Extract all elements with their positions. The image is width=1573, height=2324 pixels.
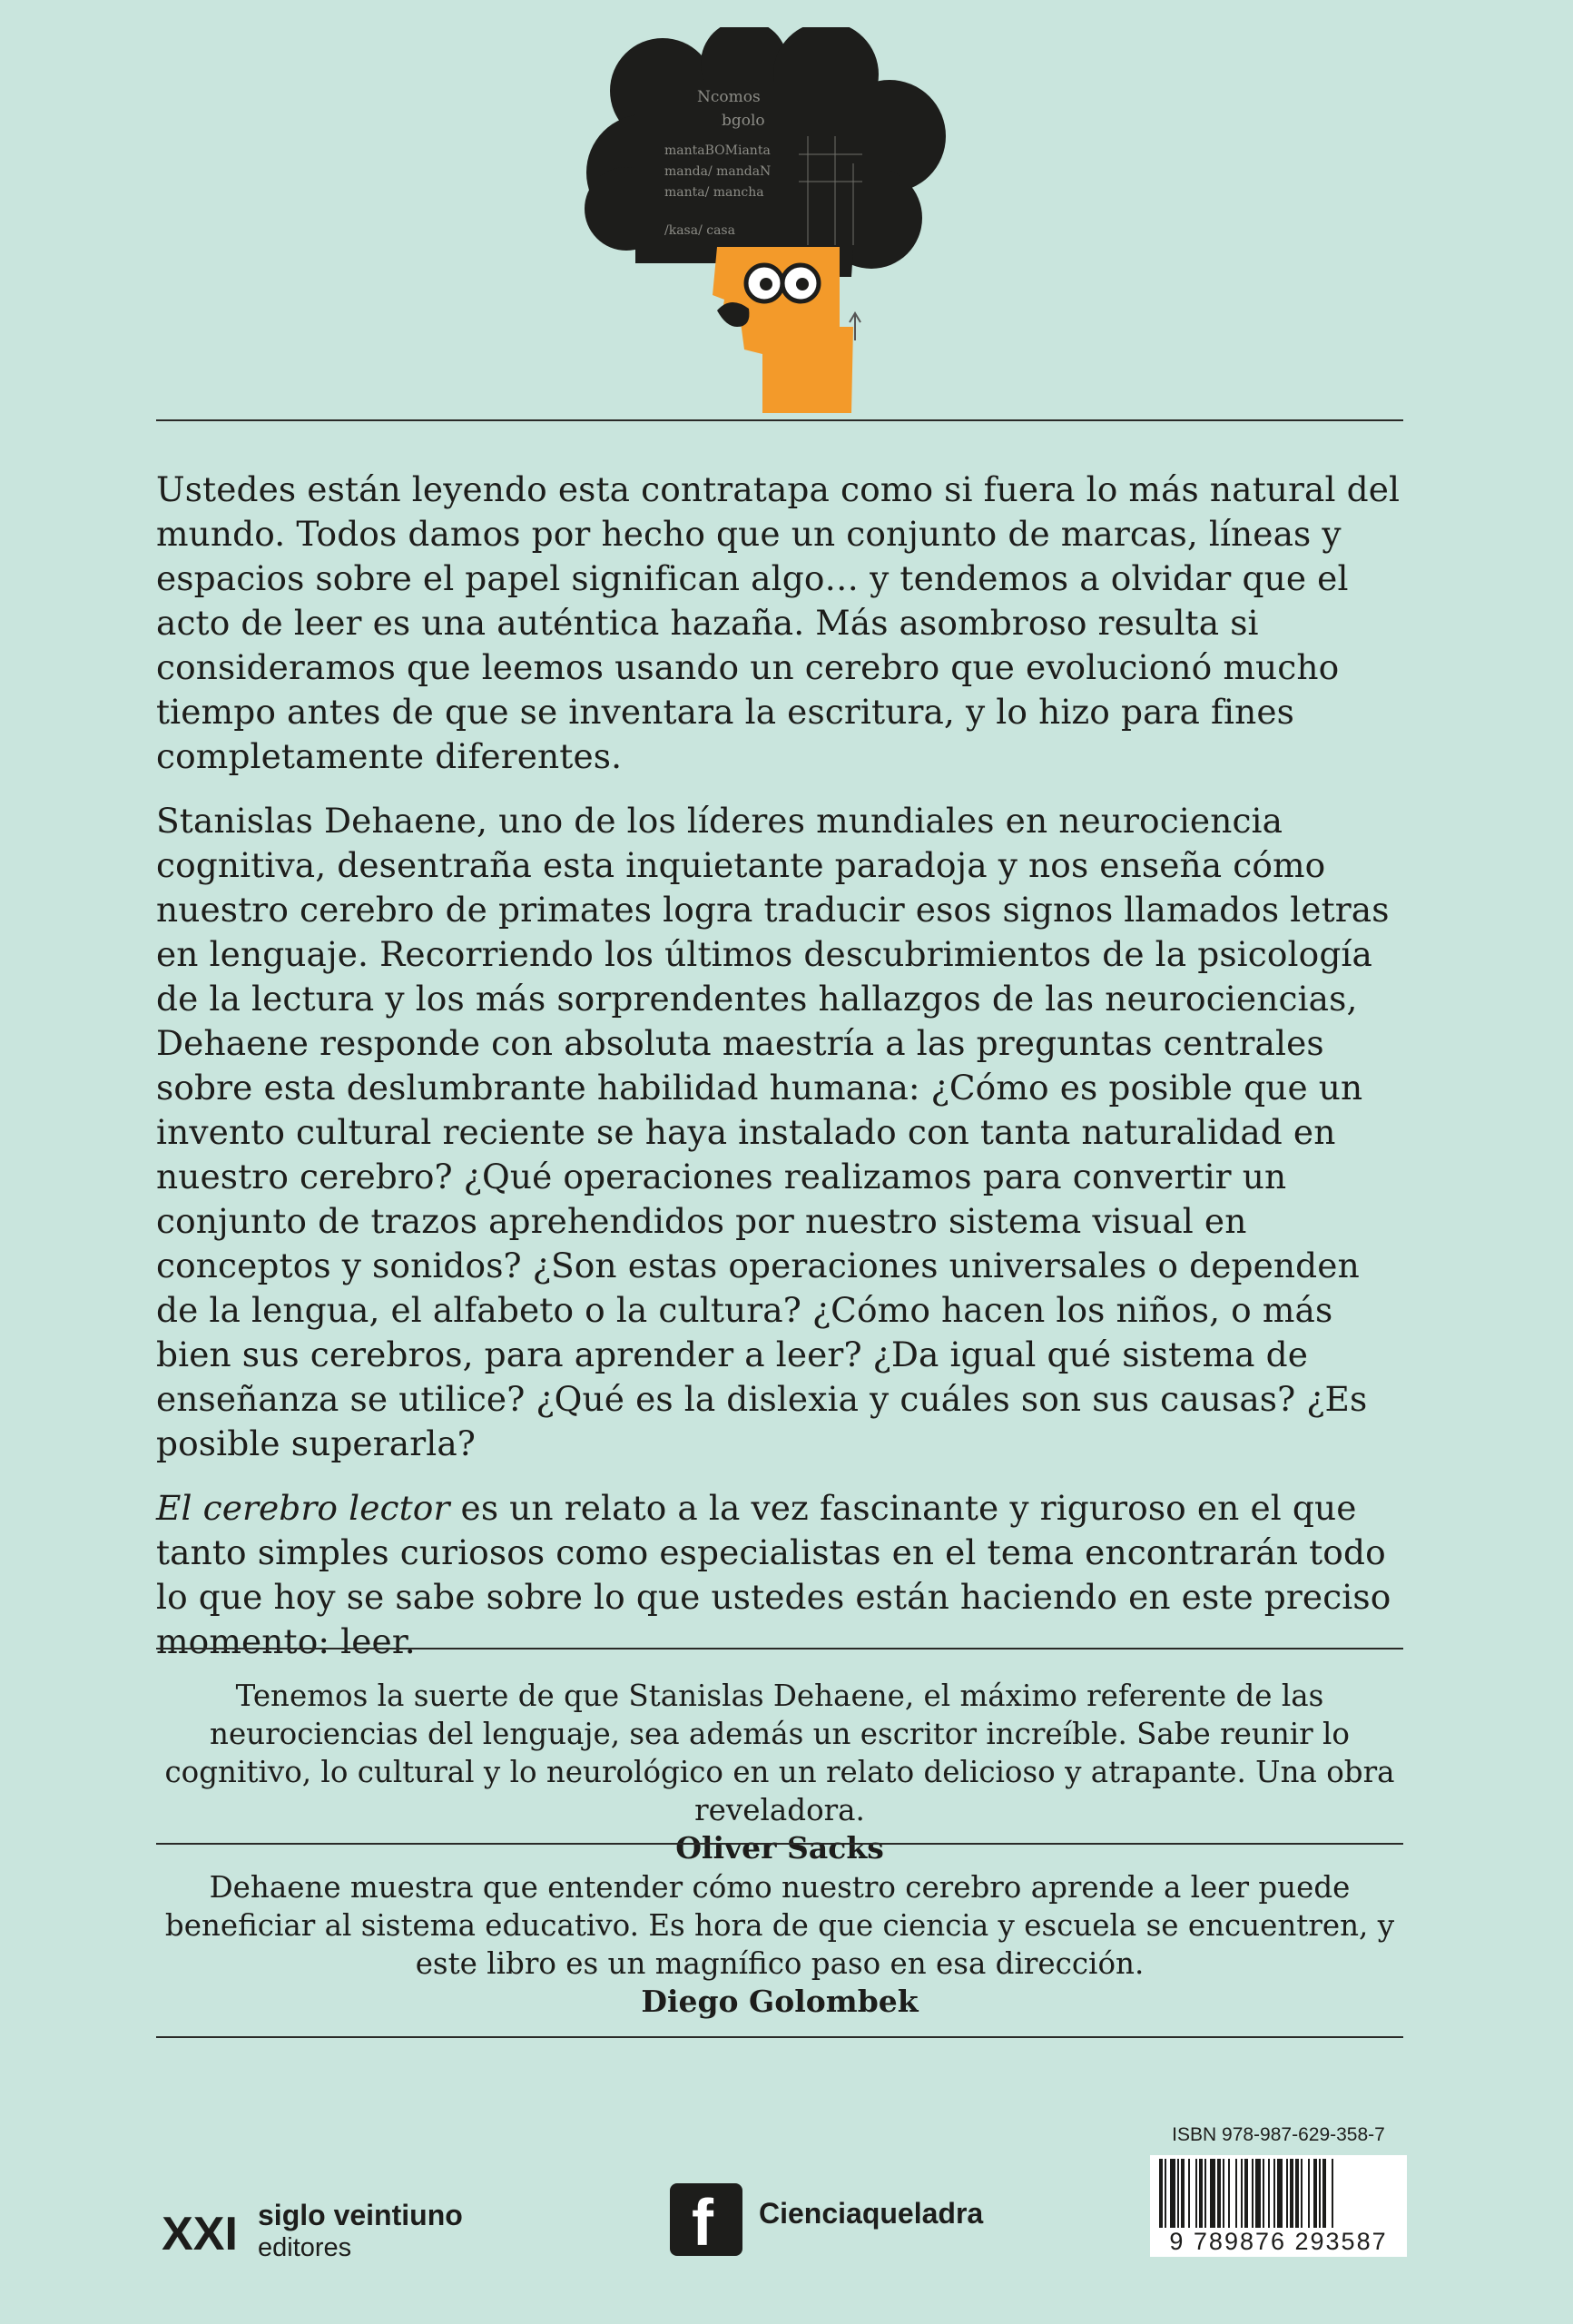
barcode-bar [1241, 2159, 1243, 2228]
barcode-bar [1210, 2159, 1215, 2228]
hair-word: manda/ mandaN [664, 164, 772, 179]
barcode-bar [1263, 2159, 1264, 2228]
cover-illustration [563, 27, 980, 427]
collection-name: Cienciaqueladra [759, 2197, 984, 2230]
back-cover-blurb [156, 468, 1409, 1684]
facebook-icon: f [670, 2183, 742, 2256]
hair-word: /kasa/ casa [664, 223, 735, 238]
barcode-bar [1199, 2159, 1203, 2228]
barcode-bar [1188, 2159, 1190, 2228]
barcode-bar [1159, 2159, 1163, 2228]
barcode-digits: 9 789876 293587 [1150, 2228, 1407, 2256]
barcode-bar [1177, 2159, 1179, 2228]
book-title: El cerebro lector [156, 1488, 450, 1528]
barcode-bar [1308, 2159, 1310, 2228]
divider-quotes-middle [156, 1843, 1403, 1845]
quote-block [156, 1868, 1403, 2021]
quote-text: Tenemos la suerte de que Stanislas Dehaene, el máximo referente de las neurociencias del lenguaje, sea además un escritor increíble. Sabe reunir lo cognitivo, lo cultural y lo neurológico en un relato delicioso y atrapante. Una obra reveladora. [164, 1679, 1395, 1827]
hair-word: mantaBOMianta [664, 143, 771, 158]
quote-block [156, 1677, 1403, 1867]
barcode-bar [1217, 2159, 1221, 2228]
barcode-bar [1252, 2159, 1253, 2228]
barcode-bar [1223, 2159, 1224, 2228]
barcode-bar [1204, 2159, 1206, 2228]
blurb-paragraph: Stanislas Dehaene, uno de los líderes mundiales en neurociencia cognitiva, desentraña esta inquietante paradoja y nos enseña cómo nuestro cerebro de primates logra traducir esos signos llamados letras en lenguaje. Recorriendo los últimos descubrimientos de la psicología de la lectura y los más sorprendentes hallazgos de las neurociencias, Dehaene responde con absoluta maestría a las preguntas centrales sobre esta deslumbrante habilidad humana: ¿Cómo es posible que un invento cultural reciente se haya instalado con tanta naturalidad en nuestro cerebro? ¿Qué operaciones realizamos para convertir un conjunto de trazos aprehendidos por nuestro sistema visual en conceptos y sonidos? ¿Son estas operaciones universales o dependen de la lengua, el alfabeto o la cultura? ¿Cómo hacen los niños, o más bien sus cerebros, para aprender a leer? ¿Da igual qué sistema de enseñanza se utilice? ¿Qué es la dislexia y cuáles son sus causas? ¿Es posible superarla? [156, 801, 1390, 1463]
barcode-bar [1322, 2159, 1326, 2228]
barcode-bar [1235, 2159, 1237, 2228]
barcode-bar [1290, 2159, 1293, 2228]
barcode-bar [1286, 2159, 1288, 2228]
hair-word: Ncomos [697, 88, 761, 106]
blurb-closing [156, 1486, 1409, 1664]
hair-cloud [585, 27, 946, 269]
blurb-paragraph: Ustedes están leyendo esta contratapa como si fuera lo más natural del mundo. Todos damos por hecho que un conjunto de marcas, líneas y espacios sobre el papel significan algo… y tendemos a olvidar que el acto de leer es una auténtica hazaña. Más asombroso resulta si consideramos que leemos usando un cerebro que evolucionó mucho tiempo antes de que se inventara la escritura, y lo hizo para fines completamente diferentes. [156, 469, 1401, 776]
publisher-name: siglo veintiuno [258, 2199, 463, 2231]
quote-text: Dehaene muestra que entender cómo nuestro cerebro aprende a leer puede beneficiar al sistema educativo. Es hora de que ciencia y escuela se encuentren, y este libro es un magnífico paso en esa dirección. [164, 1870, 1395, 1981]
publisher-emblem-icon [156, 2202, 243, 2259]
barcode-bar [1255, 2159, 1261, 2228]
barcode-bar [1301, 2159, 1303, 2228]
divider-quotes-bottom [156, 2036, 1403, 2038]
barcode-bar [1313, 2159, 1317, 2228]
publisher-subname: editores [258, 2233, 352, 2262]
divider-quotes-top [156, 1648, 1403, 1649]
barcode-bar [1273, 2159, 1275, 2228]
barcode-bar [1319, 2159, 1321, 2228]
quote-author: Oliver Sacks [675, 1830, 884, 1866]
face [713, 247, 860, 413]
divider-top [156, 419, 1403, 421]
barcode-bar [1244, 2159, 1248, 2228]
barcode-bar [1228, 2159, 1230, 2228]
barcode-bar [1277, 2159, 1283, 2228]
barcode-bar [1268, 2159, 1270, 2228]
isbn-label: ISBN 978-987-629-358-7 [1172, 2124, 1385, 2145]
barcode-bar [1181, 2159, 1185, 2228]
barcode-bar [1295, 2159, 1299, 2228]
hair-word: manta/ mancha [664, 185, 764, 200]
svg-text:XXI: XXI [162, 2208, 238, 2259]
hair-word: bgolo [722, 112, 765, 130]
barcode-bar [1332, 2159, 1333, 2228]
publisher-logo [156, 2190, 519, 2271]
barcode-bar [1170, 2159, 1175, 2228]
barcode-bar [1165, 2159, 1166, 2228]
isbn-barcode [1150, 2124, 1407, 2256]
quote-author: Diego Golombek [641, 1984, 919, 2019]
barcode-bar [1195, 2159, 1197, 2228]
blurb-closing-text: es un relato a la vez fascinante y riguroso en el que tanto simples curiosos como especialistas en el tema encontrarán todo lo que hoy se sabe sobre lo que ustedes están haciendo en este preciso momento: leer. [156, 1488, 1391, 1661]
